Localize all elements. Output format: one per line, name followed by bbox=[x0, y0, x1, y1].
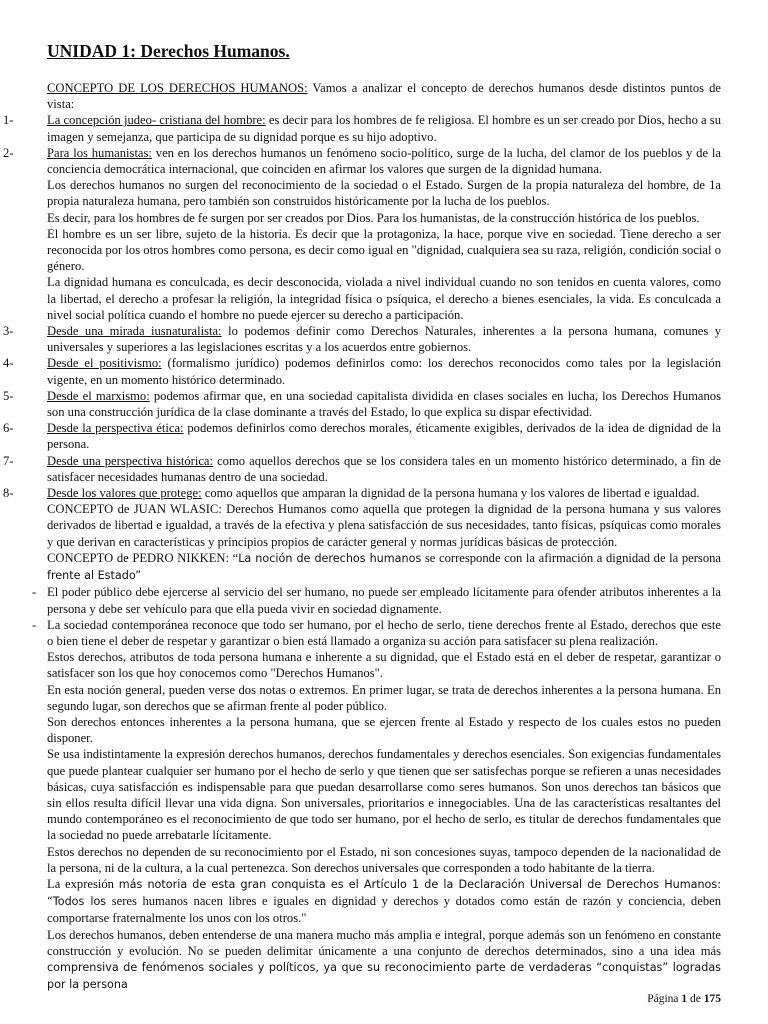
list-number: 4- bbox=[3, 356, 14, 371]
list-text: ven en los derechos humanos un fenómeno socio-político, surge de la lucha, del clamor de los pueblos y de la conciencia democrática internacional, que coinciden en afirmar los valores que surgen de la dignidad humana. bbox=[47, 145, 721, 177]
list-number: 7- bbox=[3, 453, 14, 468]
list-item-1 bbox=[0, 112, 721, 144]
list-heading: Para los humanistas: bbox=[47, 145, 152, 160]
nikken-rest: se corresponde con la afirmación a dignidad de la persona bbox=[421, 550, 721, 565]
nikken-paragraph bbox=[0, 550, 721, 584]
footer-page: 1 bbox=[681, 993, 688, 1005]
intro-paragraph bbox=[0, 80, 721, 112]
declaracion-lead: La expresión bbox=[47, 876, 119, 891]
footer-of: de bbox=[687, 993, 704, 1005]
list-text: como aquellos derechos que se los considera tales en un momento histórico determinado, a fin de satisfacer necesidades humanas dentro de una sociedad. bbox=[47, 453, 721, 484]
declaracion-paragraph bbox=[0, 876, 721, 927]
list-heading: Desde la perspectiva ética: bbox=[47, 421, 184, 436]
dash-item bbox=[0, 584, 721, 616]
intro-text: Vamos a analizar el concepto de derechos humanos desde distintos puntos de vista: bbox=[47, 81, 721, 112]
dash-text: La sociedad contemporánea reconoce que todo ser humano, por el hecho de serlo, tiene derechos frente al Estado, derechos que este o bien tiene el deber de respetar y garantizar o bien está llamado a organiza su acción para satisfacer su plena realización. bbox=[47, 617, 721, 648]
page-title: UNIDAD 1: Derechos Humanos. bbox=[47, 41, 290, 61]
list-heading: Desde el positivismo: bbox=[47, 356, 162, 371]
list-heading: Desde una mirada iusnaturalista: bbox=[47, 324, 222, 339]
intro-heading: CONCEPTO DE LOS DERECHOS HUMANOS: bbox=[47, 81, 308, 95]
paragraph: El hombre es un ser libre, sujeto de la historia. Es decir que la protagoniza, la hace, porque vive en sociedad. Tiene derecho a ser reconocida por los otros hombres como persona, es decir como igual en "dignidad, cualquiera sea su raza, religión, condición social o género. bbox=[47, 226, 721, 274]
paragraph: La dignidad humana es conculcada, es decir desconocida, violada a nivel individual cuando no son tenidos en cuenta valores, como la libertad, el derecho a profesar la religión, la integridad física o psíquica, el derecho a bienes esenciales, la vida. Es conculcada a nivel social política cuando el hombre no puede ejercer su derecho a participación. bbox=[47, 275, 721, 322]
list-number: 8- bbox=[3, 486, 14, 501]
nikken-quote-end: frente al Estado” bbox=[47, 569, 142, 583]
document-body bbox=[0, 80, 768, 993]
nikken-quote: La noción de derechos humanos bbox=[238, 551, 422, 565]
paragraph: Se usa indistintamente la expresión derechos humanos, derechos fundamentales y derechos esenciales. Son exigencias fundamentales que puede plantear cualquier ser humano por el hecho de serlo y que tienen que ser satisfechas porque se refieren a unas necesidades básicas, cuya satisfacción es indispensable para que puedan desarrollarse como seres humanos. Son unos derechos tan básicos que sin ellos resulta difícil llevar una vida digna. Son universales, prioritarios e innegociables. Una de las características resaltantes del mundo contemporáneo es el reconocimiento de que todo ser humano, por el hecho de serlo, es titular de derechos fundamentales que la sociedad no puede arrebatarle lícitamente. bbox=[47, 747, 721, 843]
list-heading: Desde el marxismo: bbox=[47, 388, 150, 403]
list-text: lo podemos definir como Derechos Naturales, inherentes a la persona humana, comunes y universales y superiores a las legislaciones escritas y a los acuerdos entre gobiernos. bbox=[47, 324, 721, 355]
dash-text: El poder público debe ejercerse al servicio del ser humano, no puede ser empleado lícitamente para ofender atributos inherentes a la persona y debe ser vehículo para que ella pueda vivir en sociedad dignamente. bbox=[47, 585, 721, 616]
list-item-4 bbox=[0, 355, 721, 387]
list-number: 5- bbox=[3, 388, 14, 403]
list-item-6 bbox=[0, 420, 721, 452]
list-item-2 bbox=[0, 145, 721, 177]
list-item-5 bbox=[0, 388, 721, 420]
paragraph: Estos derechos no dependen de su reconocimiento por el Estado, ni son concesiones suyas, tampoco dependen de la nacionalidad de la persona, ni de la cultura, a la cual pertenezca. Son derechos universales que corresponden a todo habitante de la tierra. bbox=[47, 844, 721, 875]
paragraph: Es decir, para los hombres de fe surgen por ser creados por Dios. Para los humanistas, de la construcción histórica de los pueblos. bbox=[47, 210, 700, 225]
dash-item bbox=[0, 617, 721, 649]
footer-label: Página bbox=[647, 993, 682, 1005]
nikken-lead: CONCEPTO de PEDRO NIKKEN: “ bbox=[47, 550, 239, 565]
list-heading: Desde los valores que protege: bbox=[47, 486, 202, 501]
list-number: 6- bbox=[3, 421, 14, 436]
list-text: es decir para los hombres de fe religiosa. El hombre es un ser creado por Dios, hecho a su imagen y semejanza, que participa de su dignidad porque es su hijo adoptivo. bbox=[47, 113, 721, 144]
paragraph: En esta noción general, pueden verse dos notas o extremos. En primer lugar, se trata de derechos inherentes a la persona humana. En segundo lugar, son derechos que se afirman frente al poder público. bbox=[47, 682, 721, 713]
list-number: 1- bbox=[3, 113, 14, 128]
wlasic-paragraph: CONCEPTO de JUAN WLASIC: Derechos Humanos como aquella que protegen la dignidad de la persona humana y sus valores derivados de libertad e igualdad, a través de la efectiva y plena satisfacción de sus necesidades, tanto físicas, psíquicas como morales y que derivan en características y principios propios de carácter general y normas jurídicas básicas de protección. bbox=[47, 502, 721, 549]
list-heading: La concepción judeo- cristiana del hombre: bbox=[47, 113, 266, 128]
list-text: (formalismo jurídico) podemos definirlos como: los derechos reconocidos como tales por la legislación vigente, en un momento histórico determinado. bbox=[47, 356, 722, 387]
final-paragraph bbox=[0, 927, 721, 994]
dash-marker: - bbox=[32, 617, 37, 632]
list-number: 2- bbox=[3, 145, 14, 160]
list-text: como aquellos que amparan la dignidad de la persona humana y los valores de libertad e igualdad. bbox=[201, 486, 700, 501]
list-text: podemos definirlos como derechos morales, éticamente exigibles, derivados de la idea de dignidad de la persona. bbox=[47, 421, 721, 452]
list-text: podemos afirmar que, en una sociedad capitalista dividida en clases sociales en lucha, los Derechos Humanos son una construcción jurídica de la clase dominante a través del Estado, lo que explica su dispar efectividad. bbox=[47, 388, 721, 420]
list-item-7 bbox=[0, 453, 721, 485]
list-number: 3- bbox=[3, 324, 14, 339]
list-heading: Desde una perspectiva histórica: bbox=[47, 453, 214, 468]
paragraph: Son derechos entonces inherentes a la persona humana, que se ejercen frente al Estado y respecto de los cuales estos no pueden disponer. bbox=[47, 714, 721, 746]
paragraph: Estos derechos, atributos de toda persona humana e inherente a su dignidad, que el Estado está en el deber de respetar, garantizar o satisfacer son los que hoy conocemos como "Derechos Humanos". bbox=[47, 650, 721, 681]
final-hand: comprensiva de fenómenos sociales y políticos, ya que su reconocimiento parte de verdaderas “conquistas” logradas por la persona bbox=[47, 960, 721, 992]
list-item-8 bbox=[0, 485, 721, 501]
paragraph: Los derechos humanos no surgen del reconocimiento de la sociedad o el Estado. Surgen de la propia naturaleza del hombre, de 1a propia naturaleza humana, pero también son construidos históricamente por la lucha de los pueblos. bbox=[47, 178, 721, 209]
list-item-3 bbox=[0, 323, 721, 355]
page-footer bbox=[647, 991, 721, 1007]
dash-marker: - bbox=[32, 585, 37, 600]
final-text: Los derechos humanos, deben entenderse de una manera mucho más amplia e integral, porque además son un fenómeno en constante construcción y evolución. No se pueden delimitar únicamente a una conjunto de derechos determinados, sino a una idea más bbox=[47, 927, 721, 958]
declaracion-rest: seres humanos nacen libres e iguales en dignidad y derechos y dotados como están de razón y conciencia, deben comportarse fraternalmente los unos con los otros." bbox=[47, 894, 721, 926]
declaracion-quote: más notoria de esta gran conquista es el Artículo 1 de la Declaración Universal de Derechos Humanos: “Todos los bbox=[47, 877, 721, 909]
footer-total: 175 bbox=[703, 993, 721, 1005]
